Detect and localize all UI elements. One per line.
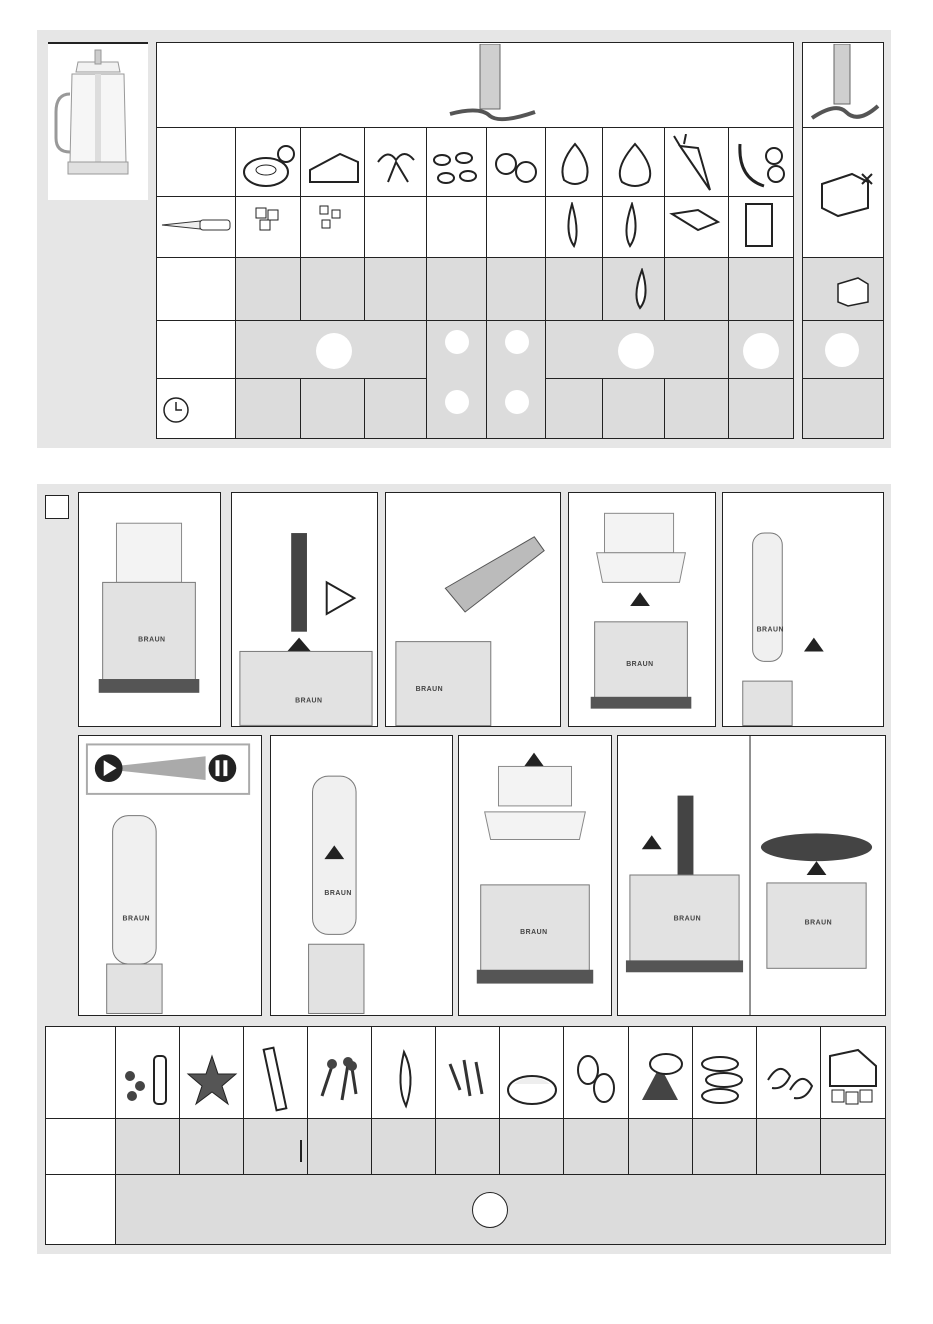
carrot-icon xyxy=(670,134,722,194)
peppercorns-icon xyxy=(120,1046,176,1110)
garlic-icon xyxy=(612,140,658,190)
speed-circle xyxy=(472,1192,508,1228)
step-frame-3 xyxy=(385,492,561,727)
brand-label: BRAUN xyxy=(295,697,323,705)
ice-cube-icon xyxy=(834,274,878,308)
brand-label: BRAUN xyxy=(804,919,833,927)
almonds-icon xyxy=(430,148,484,188)
coffee-beans-icon xyxy=(568,1050,624,1110)
brand-label: BRAUN xyxy=(415,686,444,694)
garlic-clove-icon xyxy=(632,268,652,310)
diced-cubes-icon xyxy=(252,204,284,234)
step-frame-6 xyxy=(78,735,262,1016)
speed-circle xyxy=(316,333,352,369)
knife-icon xyxy=(160,215,232,235)
cheese-icon xyxy=(306,148,362,188)
speed-circle xyxy=(445,330,469,354)
speed-circle xyxy=(445,390,469,414)
sugar-cubes-icon xyxy=(824,1046,882,1112)
chopper-image xyxy=(48,42,148,200)
speed-circle xyxy=(505,330,529,354)
brand-label: BRAUN xyxy=(138,636,166,644)
brand-label: BRAUN xyxy=(673,915,702,923)
onion-wedge-icon xyxy=(562,202,582,248)
bottom-gray-1 xyxy=(116,1119,885,1174)
chopper-bowl-icon xyxy=(48,42,148,200)
step-frame-1 xyxy=(78,492,221,727)
cloves-icon xyxy=(312,1046,368,1110)
speed-circle xyxy=(743,333,779,369)
brand-label: BRAUN xyxy=(122,915,150,923)
star-anise-icon xyxy=(186,1050,238,1110)
cinnamon-icon xyxy=(250,1046,302,1112)
speed-circle xyxy=(825,333,859,367)
walnuts-icon xyxy=(490,148,544,188)
chili-icon xyxy=(376,1046,432,1110)
brand-label: BRAUN xyxy=(324,889,352,897)
step-frame-7 xyxy=(270,735,453,1016)
fruit-icon xyxy=(734,138,790,192)
carrot-pieces-icon xyxy=(668,204,722,234)
step-frame-4 xyxy=(568,492,716,727)
meat-icon xyxy=(240,140,298,190)
step-frame-8 xyxy=(458,735,612,1016)
cumin-icon xyxy=(440,1050,496,1110)
rice-icon xyxy=(504,1050,560,1110)
seeds-icon xyxy=(632,1046,688,1110)
fish-icon xyxy=(696,1046,752,1110)
step-frame-9 xyxy=(617,735,886,1016)
cubes-icon xyxy=(318,204,350,232)
brand-label: BRAUN xyxy=(520,929,548,937)
brand-label: BRAUN xyxy=(756,626,785,634)
speed-circle xyxy=(618,333,654,369)
shrimp-icon xyxy=(760,1050,816,1110)
brand-label: BRAUN xyxy=(626,661,654,669)
step-frame-5 xyxy=(722,492,884,727)
ice-cube-icon xyxy=(816,168,876,218)
onion-icon xyxy=(552,140,598,190)
step-frame-2 xyxy=(231,492,378,727)
gray-row-1 xyxy=(236,258,793,320)
blade-header-icon xyxy=(440,44,540,124)
clock-icon xyxy=(162,396,190,424)
tall-container-icon xyxy=(744,202,774,248)
speed-circle xyxy=(505,390,529,414)
blade-icon xyxy=(806,44,882,124)
garlic-clove-icon xyxy=(622,202,642,248)
parsley-icon xyxy=(368,142,424,188)
step-number-box xyxy=(45,495,69,519)
